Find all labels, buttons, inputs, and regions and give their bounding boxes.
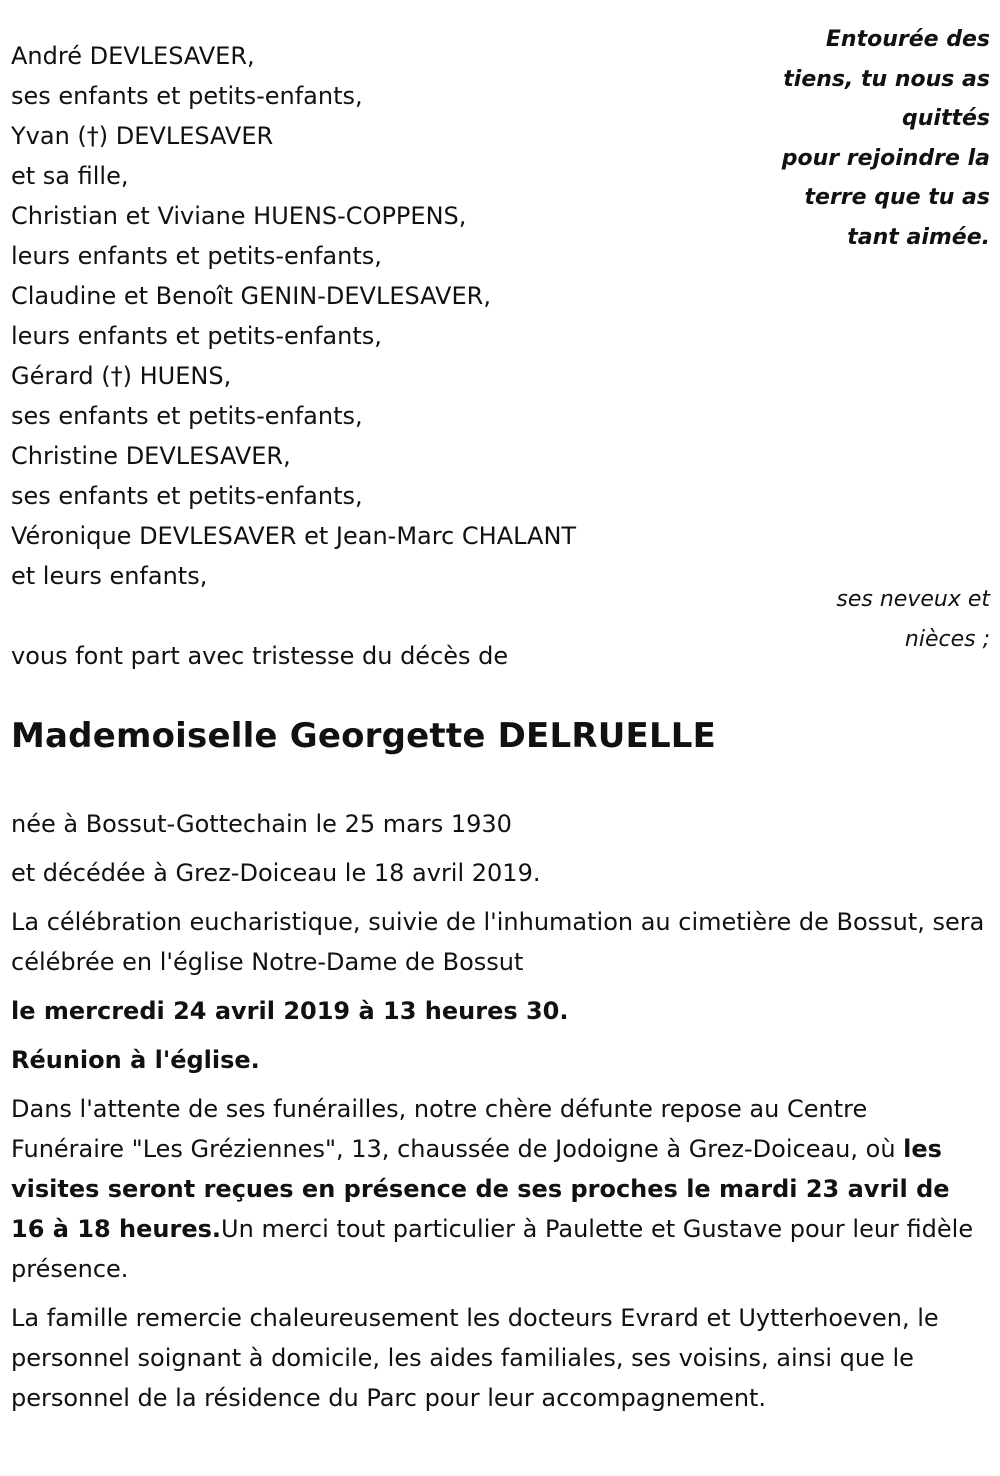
announcement-text: vous font part avec tristesse du décès de: [11, 642, 509, 670]
ceremony-date: le mercredi 24 avril 2019 à 13 heures 30.: [11, 997, 569, 1025]
quote-line: tant aimée.: [847, 224, 990, 250]
family-line: Véronique DEVLESAVER et Jean-Marc CHALANT: [11, 522, 577, 550]
family-line: et sa fille,: [11, 162, 129, 190]
family-line: leurs enfants et petits-enfants,: [11, 322, 382, 350]
quote-line: Entourée des: [825, 27, 990, 52]
family-line: Claudine et Benoît GENIN-DEVLESAVER,: [11, 282, 491, 310]
quote-line: pour rejoindre la: [781, 145, 990, 171]
memorial-quote: [730, 20, 990, 257]
meeting-info: Réunion à l'église.: [11, 1046, 260, 1074]
quote-line: tiens, tu nous as: [783, 66, 990, 92]
ceremony-info: La célébration eucharistique, suivie de l'inhumation au cimetière de Bossut, sera célébrée en l'église Notre-Dame de Bossut: [11, 908, 985, 976]
nephews-note: [730, 580, 990, 660]
family-line: leurs enfants et petits-enfants,: [11, 242, 382, 270]
family-line: André DEVLESAVER,: [11, 42, 255, 70]
death-info: et décédée à Grez-Doiceau le 18 avril 2019.: [11, 859, 541, 887]
quote-line: terre que tu as: [804, 185, 990, 210]
thanks-info: La famille remercie chaleureusement les docteurs Evrard et Uytterhoeven, le personnel soignant à domicile, les aides familiales, ses voisins, ainsi que le personnel de la résidence du Parc pour leur accompagnement.: [11, 1304, 939, 1412]
side-note-line: ses neveux et: [836, 587, 990, 612]
family-line: ses enfants et petits-enfants,: [11, 82, 363, 110]
visits-info: les visites seront reçues en présence de ses proches le mardi 23 avril de 16 à 18 heures.: [11, 1135, 950, 1243]
rest-intro: Dans l'attente de ses funérailles, notre chère défunte repose au Centre Funéraire "Les Gréziennes", 13, chaussée de Jodoigne à Grez-Doiceau, où: [11, 1095, 904, 1163]
family-line: et leurs enfants,: [11, 562, 208, 590]
family-line: Christian et Viviane HUENS-COPPENS,: [11, 202, 467, 230]
family-line: ses enfants et petits-enfants,: [11, 482, 363, 510]
rest-thanks: Un merci tout particulier à Paulette et Gustave pour leur fidèle présence.: [11, 1215, 974, 1283]
family-line: Christine DEVLESAVER,: [11, 442, 291, 470]
rest-info: [11, 1089, 986, 1289]
birth-info: née à Bossut-Gottechain le 25 mars 1930: [11, 810, 512, 838]
family-line: Gérard (†) HUENS,: [11, 362, 232, 390]
family-list: [11, 36, 711, 596]
family-line: ses enfants et petits-enfants,: [11, 402, 363, 430]
deceased-name: Mademoiselle Georgette DELRUELLE: [11, 716, 717, 756]
side-note-line: nièces ;: [904, 627, 990, 652]
funeral-details: [11, 804, 986, 1427]
quote-line: quittés: [902, 106, 990, 131]
family-line: Yvan (†) DEVLESAVER: [11, 122, 274, 150]
